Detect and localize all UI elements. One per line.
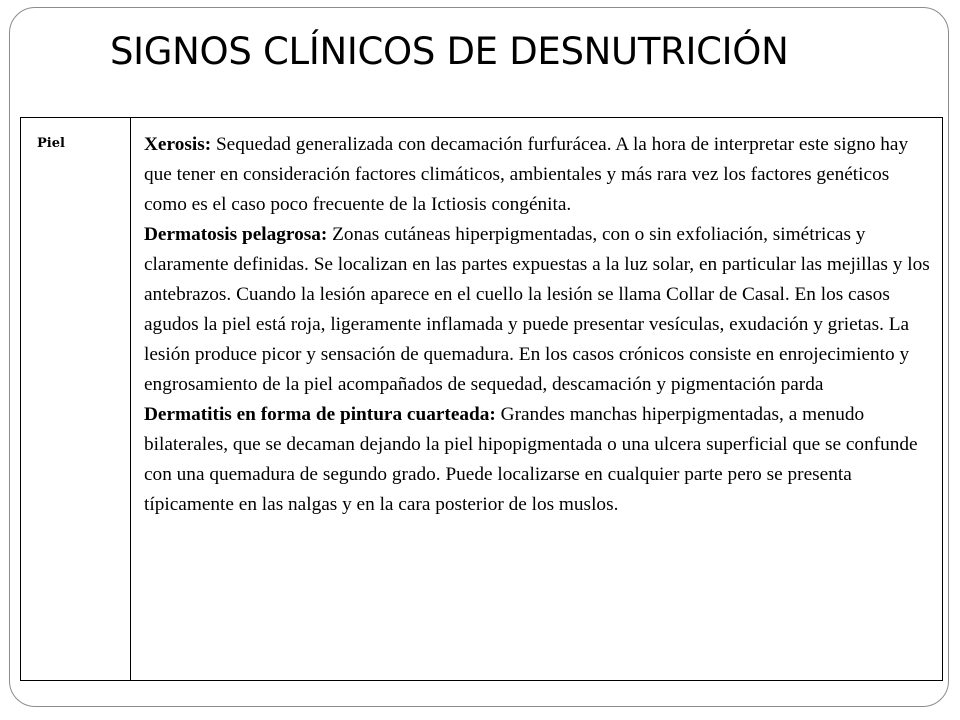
entry-term: Xerosis: <box>144 134 212 155</box>
entry-dermatosis-pelagrosa <box>144 220 936 400</box>
entry-text: Grandes manchas hiperpigmentadas, a menudo bilaterales, que se decaman dejando la piel hipopigmentada o una ulcera superficial que se confunde con una quemadura de segundo grado. Puede localizarse en cualquier parte pero se presenta típicamente en las nalgas y en la cara posterior de los muslos. <box>144 404 918 515</box>
row-label-cell <box>21 118 131 681</box>
table-row <box>21 118 943 681</box>
entry-term: Dermatosis pelagrosa: <box>144 224 328 245</box>
entry-term: Dermatitis en forma de pintura cuarteada: <box>144 404 496 425</box>
entry-text: Zonas cutáneas hiperpigmentadas, con o sin exfoliación, simétricas y claramente definidas. Se localizan en las partes expuestas a la luz solar, en particular las mejillas y los antebrazos. Cuando la lesión aparece en el cuello la lesión se llama Collar de Casal. En los casos agudos la piel está roja, ligeramente inflamada y puede presentar vesículas, exudación y grietas. La lesión produce picor y sensación de quemadura. En los casos crónicos consiste en enrojecimiento y engrosamiento de la piel acompañados de sequedad, descamación y pigmentación parda <box>144 224 930 395</box>
slide-title: SIGNOS CLÍNICOS DE DESNUTRICIÓN <box>110 30 789 73</box>
signs-table <box>20 117 943 681</box>
entry-dermatitis-pintura-cuarteada <box>144 400 936 520</box>
description-cell <box>131 118 943 681</box>
entry-xerosis <box>144 130 936 220</box>
entry-text: Sequedad generalizada con decamación furfurácea. A la hora de interpretar este signo hay que tener en consideración factores climáticos, ambientales y más rara vez los factores genéticos como es el caso poco frecuente de la Ictiosis congénita. <box>144 134 909 215</box>
row-label: Piel <box>37 136 65 151</box>
